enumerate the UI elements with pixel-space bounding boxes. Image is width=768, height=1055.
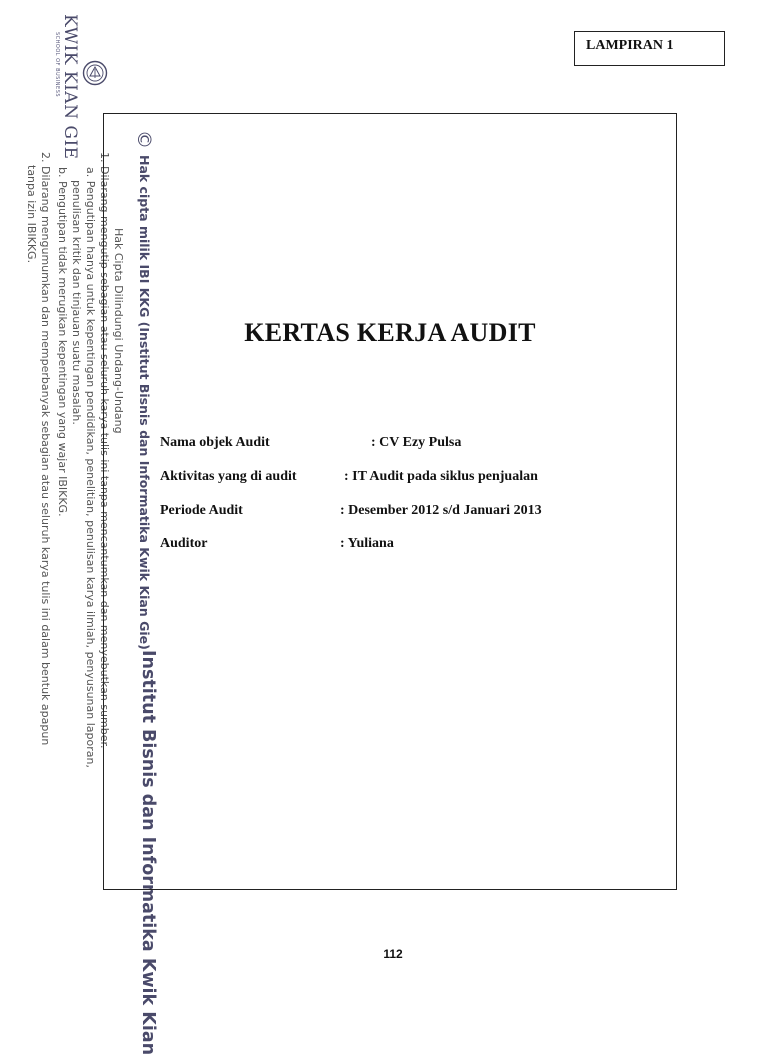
copyright-icon: © — [133, 130, 155, 149]
page-number: 112 — [383, 947, 403, 961]
page-title: KERTAS KERJA AUDIT — [244, 318, 536, 347]
rights-note-1b: b. Pengutipan tidak merugikan kepentingan yang wajar IBIKKG. — [56, 167, 69, 517]
logo-seal-icon — [82, 60, 108, 86]
document-frame — [103, 113, 677, 890]
rights-note-1: 1. Dilarang mengutip sebagian atau seluruh karya tulis ini tanpa mencantumkan dan menyebutkan sumber. — [98, 152, 111, 749]
field-row-activity — [160, 469, 538, 485]
attachment-label: LAMPIRAN 1 — [574, 31, 725, 66]
field-label: Auditor — [160, 536, 208, 551]
rights-note-2: 2. Dilarang mengumumkan dan memperbanyak sebagian atau seluruh karya tulis ini dalam bentuk apapun — [39, 152, 52, 746]
rights-note-1a-cont: penulisan kritik dan tinjauan suatu masalah. — [70, 180, 83, 425]
field-row-period — [160, 503, 542, 519]
field-label: Aktivitas yang di audit — [160, 469, 297, 484]
field-label: Periode Audit — [160, 503, 243, 518]
rights-note-2-cont: tanpa izin IBIKKG. — [25, 165, 38, 264]
field-value: : Desember 2012 s/d Januari 2013 — [340, 503, 542, 518]
field-row-audit-object — [160, 435, 462, 451]
field-value: : Yuliana — [340, 536, 394, 551]
logo-wordmark: KWIK KIAN GIE — [60, 14, 80, 160]
rights-note-1a: a. Pengutipan hanya untuk kepentingan pendidikan, penelitian, penulisan karya ilmiah, penyusunan laporan, — [84, 167, 97, 768]
field-label: Nama objek Audit — [160, 435, 270, 450]
rights-protected-text: Hak Cipta Dilindungi Undang-Undang — [112, 228, 125, 434]
field-row-auditor — [160, 536, 394, 552]
field-value: : IT Audit pada siklus penjualan — [344, 469, 538, 484]
logo-subtitle: SCHOOL OF BUSINESS — [54, 32, 60, 98]
copyright-text: Hak cipta milik IBI KKG (Institut Bisnis dan Informatika Kwik Kian Gie) — [137, 155, 152, 650]
institute-watermark: Institut Bisnis dan Informatika Kwik Kian — [138, 650, 158, 1055]
field-value: : CV Ezy Pulsa — [371, 435, 462, 450]
